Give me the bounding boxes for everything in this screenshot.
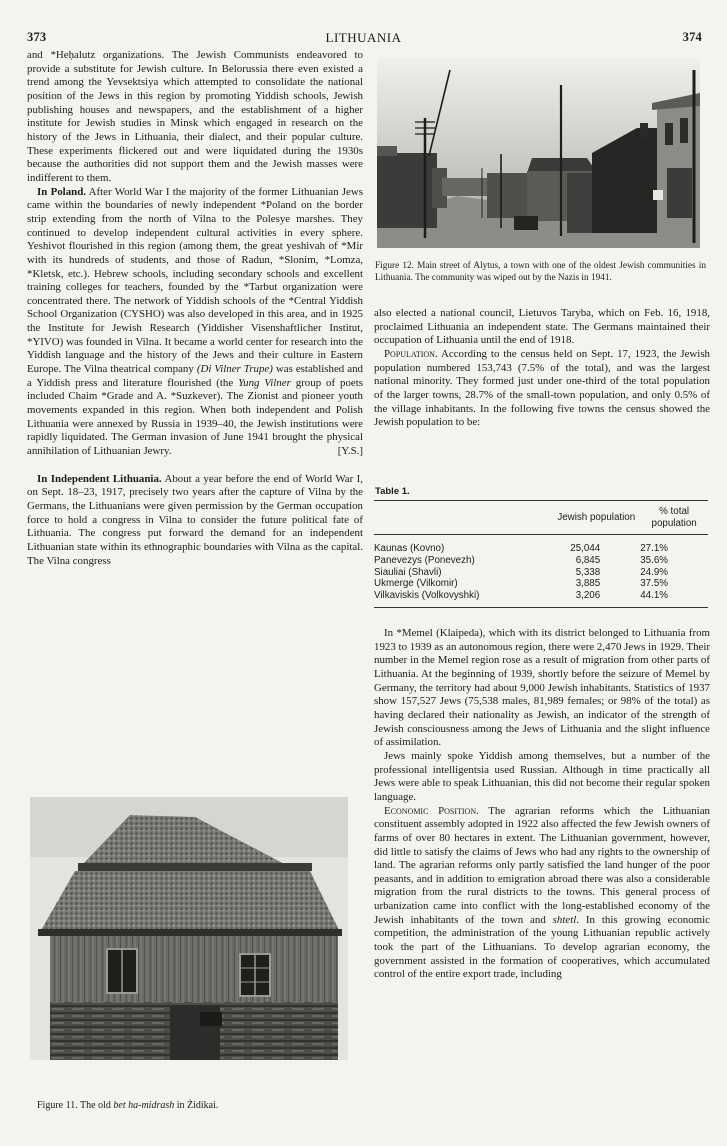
table-cell-town: Kaunas (Kovno) (374, 543, 445, 554)
right-column-lower (374, 627, 710, 982)
table-cell-pct-total: 35.6% (640, 554, 668, 566)
bet-ha-midrash-image (30, 797, 348, 1060)
right-column-upper (374, 307, 710, 430)
table-cell-jewish-population: 25,044 (570, 543, 601, 554)
paragraph-in-poland: In Poland. After World War I the majority of the former Lithuanian Jews came within the boundaries of newly independent *Poland on the border strip extending from the north of Vilna to the Polesye marshes. They continued to develop independent cultural activities in every sphere. Yeshivot flourished in this region (among them, the great yeshivah of *Mir with its hundreds of students, and those of Radun, *Slonim, *Lomza, *Kletsk, etc.). Hebrew schools, including secondary schools and excellent training colleges for teachers, founded by the *Tarbut organization were concentrated there. The network of Yiddish schools of the *Central Yiddish School Organization (CYSHO) was also developed in this area, and in 1925 the Institute for Jewish Research (Yiddisher Visenshaftlicher Institut, *YIVO) was founded in Vilna. It became a world center for research into the Yiddish language and the history of the Jews and their culture in Eastern Europe. The Vilna theatrical company (Di Vilner Trupe) was established and a Yiddish press and literature flourished (the Yung Vilner group of poets included Chaim *Grade and A. *Suzkever). The Zionist and pioneer youth movements expanded in this region. When both independent and Polish Lithuania were annexed by Russia in 1939–40, the Jewish institutions were rapidly liquidated. The German invasion of June 1941 brought the physical annihilation of Lithuanian Jewry. [Y.S.] (27, 185, 363, 458)
paragraph-independent-lithuania: In Independent Lithuania. About a year before the end of World War I, on Sept. 18–23, 1917, precisely two years after the capture of Vilna by the Germans, the Lithuanians were given permission by the German occupation force to hold a congress in Vilna to consider the future political fate of Lithuania. The congress put forward the demand for an independent Lithuanian state within its ethnographic boundaries with Vilna as the capital. The Vilna congress (27, 472, 363, 567)
section-heading-in-poland: In Poland. (37, 185, 86, 198)
table-cell-jewish-population: 6,845 (575, 554, 601, 566)
table-header-town (374, 501, 502, 535)
table-cell-town: Siauliai (Shavli) (374, 566, 442, 578)
figure-11-photo (30, 797, 348, 1060)
table-header-row (374, 501, 708, 535)
table-bottom-rule (374, 607, 708, 608)
table-cell-pct-total: 24.9% (640, 566, 668, 578)
table-header-jewish-population: Jewish population (557, 512, 636, 523)
table-cell-town: Ukmerge (Vilkomir) (374, 578, 458, 590)
table-row (374, 555, 708, 567)
paragraph-communists: and *Heḥalutz organizations. The Jewish Communists endeavored to provide a substitute for Jewish culture. In Belorussia there even existed a trend among the Yevsektsiya which attempted to consolidate the national position of the Jews in this region by promoting Yiddish schools, Jewish publishing houses and newspapers, and the establishment of a higher institute for Jewish studies in Minsk which engaged in research on the history of the Jews in Lithuania, their dialect, and their popular culture. These experiments flickered out and were liquidated during the 1930s because the authorities did not support them and the Jewish masses were indifferent to them. (27, 49, 363, 184)
alytus-street-image (377, 58, 700, 248)
table-cell-jewish-population: 3,206 (575, 590, 601, 602)
left-column (27, 49, 363, 568)
table-row (374, 535, 708, 555)
table-jewish-population (374, 500, 708, 608)
table-row (374, 578, 708, 590)
table-cell-jewish-population: 3,885 (575, 578, 601, 590)
table-1-title: Table 1. (375, 486, 410, 497)
figure-12-caption: Figure 12. Main street of Alytus, a town with one of the oldest Jewish communities in Lithuania. The community was wiped out by the Nazis in 1941. (375, 261, 706, 283)
table-row (374, 590, 708, 607)
section-heading-economic-position: Economic Position. (384, 804, 479, 817)
paragraph-national-council: also elected a national council, Lietuvos Taryba, which on Feb. 16, 1918, proclaimed Lithuania an independent state. The Germans maintained their occupation of Lithuania until the end of 1918. (374, 307, 710, 347)
section-heading-population: Population. (384, 347, 438, 360)
page-number-left: 373 (27, 30, 47, 44)
table-cell-town: Vilkaviskis (Volkovyshki) (374, 590, 480, 602)
section-heading-independent-lithuania: In Independent Lithuania. (37, 472, 162, 485)
table-cell-jewish-population: 5,338 (575, 566, 601, 578)
table-row (374, 567, 708, 579)
running-title: LITHUANIA (325, 30, 402, 45)
table-cell-pct-total: 44.1% (640, 590, 668, 602)
table-header-pct-total: % total population (651, 506, 697, 529)
paragraph-population: Population. According to the census held on Sept. 17, 1923, the Jewish population numbered 153,743 (7.5% of the total), and was the largest national minority. They formed just under one-third of the total population of the larger towns, 28.7% of the small-town population, and only 0.5% of the village inhabitants. In the following five towns the census showed the Jewish population to be: (374, 347, 710, 429)
page-number-right: 374 (682, 30, 702, 44)
paragraph-language: Jews mainly spoke Yiddish among themselves, but a number of the professional intelligentsia used Russian. Although in time practically all Jews were able to speak Lithuanian, this did not become their regular spoken language. (374, 749, 710, 803)
paragraph-economic-position: Economic Position. The agrarian reforms which the Lithuanian constituent assembly adopted in 1922 also affected the few Jewish owners of farms of over 80 hectares in extent. The Lithuanian government, however, did little to satisfy the claims of Jews who had any rights to the ownership of land. The agrarian reforms only partly satisfied the land hunger of the poor peasants, and in addition to emigration abroad there was also a considerable migration from the rural districts to the towns. This general process of urbanization came into conflict with the long-established economy of the Jewish inhabitants of the town and shtetl. In this growing economic competition, the administration of the young Lithuanian republic actively took the part of the Lithuanians. To develop agrarian economy, the government assisted in the formation of cooperatives, which accumulated control of the entire export trade, including (374, 804, 711, 981)
table-cell-pct-total: 27.1% (640, 543, 668, 554)
table-cell-pct-total: 37.5% (640, 578, 668, 590)
author-signature: [Y.S.] (337, 445, 363, 458)
paragraph-memel: In *Memel (Klaipeda), which with its district belonged to Lithuania from 1923 to 1939 as an autonomous region, there were 2,470 Jews in 1929. Their number in the Memel region rose as a result of migration from other parts of Lithuania. At the beginning of 1939, shortly before the seizure of Memel by Germany, the territory had about 9,000 Jewish inhabitants. Statistics of 1937 show 157,527 Jews (75,538 males, 81,989 females; or 98% of the total) as having declared their nationality as Jewish, an indicator of the strength of Jewish consciousness among the Jews of Lithuania and the slight influence of assimilation. (374, 627, 710, 749)
table-cell-town: Panevezys (Ponevezh) (374, 554, 475, 566)
figure-12-photo (377, 58, 700, 248)
figure-11-caption: Figure 11. The old bet ha-midrash in Żidikai. (37, 1100, 219, 1111)
